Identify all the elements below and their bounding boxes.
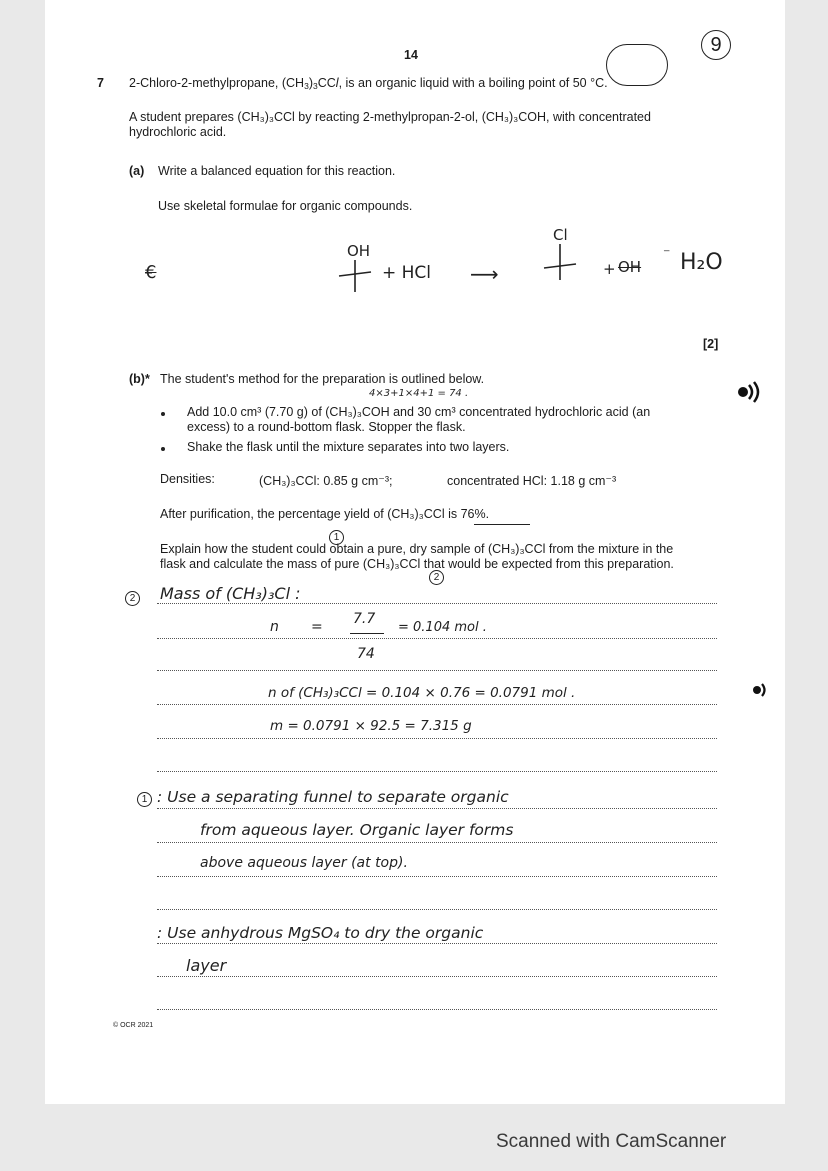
question-intro: 2-Chloro-2-methylpropane, $(CH_3)_3CCl$, is an organic liquid with a boiling point of 50 °C. — [129, 76, 608, 91]
crossed-out-oh: OH — [618, 258, 642, 276]
question-number: 7 — [97, 76, 104, 90]
method-step-1-line-2: excess) to a round-bottom flask. Stopper the flask. — [187, 420, 466, 434]
handwritten-n: n — [270, 619, 279, 635]
handwritten-mol-result: = 0.104 mol . — [398, 620, 487, 635]
answer-line — [157, 704, 717, 705]
method-step-2: Shake the flask until the mixture separates into two layers. — [187, 440, 510, 454]
answer-line — [157, 638, 717, 639]
answer-line — [157, 670, 717, 671]
oh-label: OH — [347, 242, 371, 260]
explain-line-1: Explain how the student could obtain a pure, dry sample of (CH₃)₃CCl from the mixture in the — [160, 542, 674, 556]
answer-line — [157, 1009, 717, 1010]
handwritten-numerator: 7.7 — [353, 611, 376, 627]
answer-line — [157, 808, 717, 809]
minus-sign: ⁻ — [663, 246, 671, 262]
marker-2-circle: 2 — [429, 570, 444, 585]
method-step-1-line-1: Add 10.0 cm³ (7.70 g) of (CH₃)₃COH and 30 cm³ concentrated hydrochloric acid (an — [187, 405, 651, 419]
audio-icon — [737, 381, 763, 403]
answer-line — [157, 603, 717, 604]
handwritten-line-4: n of (CH₃)₃CCl = 0.104 × 0.76 = 0.0791 mol . — [268, 685, 576, 701]
plus-sign: + — [603, 260, 616, 278]
bullet-1 — [161, 412, 165, 416]
handwritten-line-9: : Use anhydrous MgSO₄ to dry the organic — [157, 924, 484, 942]
cl-label: Cl — [553, 226, 568, 244]
camscanner-watermark: Scanned with CamScanner — [496, 1131, 727, 1152]
answer-line — [157, 909, 717, 910]
tert-butanol-skeletal — [335, 258, 375, 298]
answer-line — [157, 976, 717, 977]
reaction-arrow: ⟶ — [470, 262, 499, 286]
answer-line — [157, 842, 717, 843]
percentage-yield: After purification, the percentage yield of (CH₃)₃CCl is 76%. — [160, 507, 490, 521]
copyright: © OCR 2021 — [113, 1022, 154, 1029]
answer-line — [157, 943, 717, 944]
fraction-bar — [350, 633, 384, 634]
handwritten-line-1: Mass of (CH₃)₃Cl : — [160, 584, 301, 603]
preparation-line-1: A student prepares (CH₃)₃CCl by reacting 2-methylpropan-2-ol, (CH₃)₃COH, with concentrated — [129, 110, 651, 124]
handwritten-line-5: m = 0.0791 × 92.5 = 7.315 g — [270, 718, 472, 734]
handwritten-equals: = — [311, 619, 323, 635]
audio-icon — [752, 681, 772, 699]
score-circle — [701, 30, 731, 60]
answer-marker-2: 2 — [125, 591, 140, 606]
answer-line — [157, 738, 717, 739]
water-formula: H₂O — [680, 250, 723, 275]
crossed-out-mark: € — [145, 262, 157, 283]
preparation-line-2: hydrochloric acid. — [129, 125, 227, 139]
bullet-2 — [161, 447, 165, 451]
handwritten-line-6: : Use a separating funnel to separate organic — [157, 788, 509, 806]
circled-annotation — [606, 44, 668, 86]
density-product: (CH₃)₃CCl: 0.85 g cm⁻³; — [259, 474, 393, 488]
handwritten-line-8: above aqueous layer (at top). — [200, 855, 408, 871]
densities-label: Densities: — [160, 472, 215, 486]
yield-underline — [474, 524, 530, 525]
page-number: 14 — [404, 48, 418, 62]
part-a-instruction: Write a balanced equation for this reaction. — [158, 164, 396, 178]
score-value: 9 — [710, 34, 722, 56]
chloro-methylpropane-skeletal — [540, 242, 580, 286]
answer-line — [157, 876, 717, 877]
answer-marker-1: 1 — [137, 792, 152, 807]
part-a-marks: [2] — [703, 337, 719, 351]
part-a-label: (a) — [129, 164, 145, 178]
marker-1-circle: 1 — [329, 530, 344, 545]
answer-line — [157, 771, 717, 772]
handwritten-line-10: layer — [186, 956, 227, 975]
part-b-label: (b)* — [129, 372, 150, 386]
density-hcl: concentrated HCl: 1.18 g cm⁻³ — [447, 474, 617, 488]
plus-hcl-text: + HCl — [382, 263, 432, 283]
molar-mass-note: 4×3+1×4+1 = 74 . — [369, 388, 469, 399]
handwritten-line-7: from aqueous layer. Organic layer forms — [200, 821, 514, 839]
explain-line-2: flask and calculate the mass of pure (CH₃)₃CCl that would be expected from this preparation. — [160, 557, 674, 571]
part-b-intro: The student's method for the preparation is outlined below. — [160, 372, 485, 386]
part-a-sub-instruction: Use skeletal formulae for organic compounds. — [158, 199, 413, 213]
handwritten-denominator: 74 — [357, 646, 375, 662]
